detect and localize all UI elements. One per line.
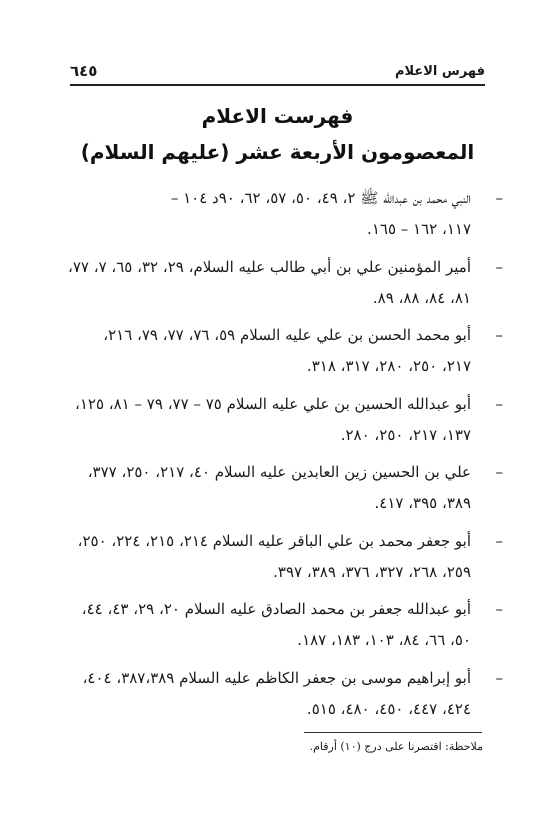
entry-line-1: أبو عبدالله الحسين بن علي عليه السلام ٧٥ – ٧٧، ٧٩ – ٨١، ١٢٥، <box>75 394 471 413</box>
entry-dash: – <box>495 189 503 207</box>
index-entry <box>67 252 503 321</box>
entry-dash: – <box>495 257 503 276</box>
entry-line-2: ٨١، ٨٤، ٨٨، ٨٩. <box>372 288 471 307</box>
entry-dash: – <box>495 531 503 550</box>
index-title: فهرست الاعلام <box>201 104 354 128</box>
running-header <box>70 62 485 84</box>
entry-line-1: أبو محمد الحسن بن علي عليه السلام ٥٩، ٧٦، ٧٧، ٧٩، ٢١٦، <box>103 326 471 344</box>
entry-dash: – <box>495 600 503 618</box>
index-entry <box>70 594 503 663</box>
entry-line-1: أبو عبدالله جعفر بن محمد الصادق عليه السلام ٢٠، ٢٩، ٤٣، ٤٤، <box>81 600 471 618</box>
section-heading: المعصومون الأربعة عشر (عليهم السلام) <box>80 140 475 164</box>
entry-line-2: ٢١٧، ٢٥٠، ٢٨٠، ٣١٧، ٣١٨. <box>306 357 471 375</box>
entry-dash: – <box>495 326 503 344</box>
header-rule <box>70 84 485 86</box>
entry-line-1: النبي محمد بن عبدالله ﷺ ٢، ٤٩، ٥٠، ٥٧، ٦٢، ٩٠د ١٠٤ – <box>170 189 471 207</box>
entry-line-2: ١١٧، ١٦٢ – ١٦٥. <box>367 220 471 238</box>
footnote: ملاحظة: اقتصرنا على درج (١٠) أرقام. <box>309 740 483 753</box>
entry-dash: – <box>495 668 503 687</box>
index-entry <box>70 526 503 595</box>
entry-dash: – <box>495 463 503 481</box>
index-entry <box>70 457 503 526</box>
page-number: ٦٤٥ <box>70 62 98 80</box>
entry-line-2: ٥٠، ٦٦، ٨٤، ١٠٣، ١٨٣، ١٨٧. <box>297 631 471 649</box>
footnote-rule <box>304 732 482 733</box>
entry-line-1: أبو إبراهيم موسى بن جعفر الكاظم عليه السلام ٣٨٧،٣٨٩، ٤٠٤، <box>82 668 471 687</box>
entry-line-1: أمير المؤمنين علي بن أبي طالب عليه السلام، ٢٩، ٣٢، ٦٥، ٧، ٧٧، <box>67 257 471 276</box>
index-entry <box>70 320 503 389</box>
entry-line-1: أبو جعفر محمد بن علي الباقر عليه السلام ٢١٤، ٢١٥، ٢٢٤، ٢٥٠، <box>77 531 471 550</box>
entry-line-2: ٢٥٩، ٢٦٨، ٣٢٧، ٣٧٦، ٣٨٩، ٣٩٧. <box>273 562 471 581</box>
index-entries <box>67 183 503 731</box>
entry-line-2: ٤٢٤، ٤٤٧، ٤٥٠، ٤٨٠، ٥١٥. <box>306 699 471 718</box>
index-entry <box>70 389 503 458</box>
running-head-title: فهرس الاعلام <box>394 64 485 79</box>
entry-dash: – <box>495 394 503 413</box>
entry-line-2: ١٣٧، ٢١٧، ٢٥٠، ٢٨٠. <box>340 425 471 444</box>
index-entry <box>70 663 503 732</box>
index-entry <box>70 183 503 252</box>
entry-line-2: ٣٨٩، ٣٩٥، ٤١٧. <box>374 494 471 512</box>
entry-line-1: علي بن الحسين زين العابدين عليه السلام ٤٠، ٢١٧، ٢٥٠، ٣٧٧، <box>87 463 471 481</box>
